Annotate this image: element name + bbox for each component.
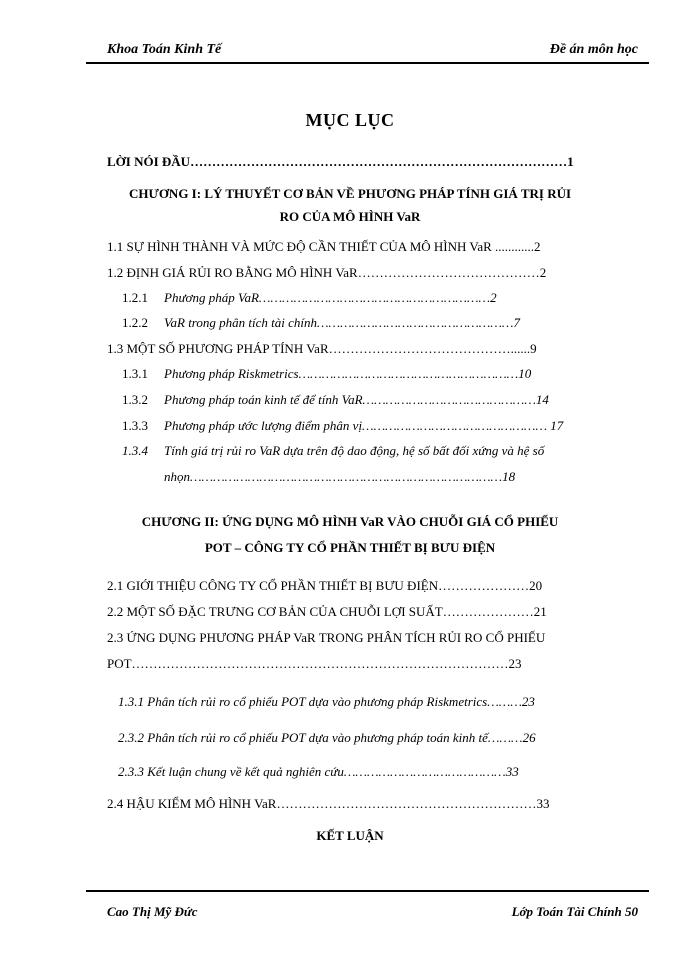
toc-intro: LỜI NÓI ĐẦU……………………………………………………………………………1 <box>107 154 574 169</box>
header-rule <box>86 62 649 64</box>
toc-section-1-1: 1.1 SỰ HÌNH THÀNH VÀ MỨC ĐỘ CẦN THIẾT CỦA MÔ HÌNH VaR ............2 <box>107 239 541 254</box>
toc-sub-1-3-4-line-1: Tính giá trị rủi ro VaR dựa trên độ dao động, hệ số bất đối xứng và hệ số <box>164 443 545 458</box>
toc-sub-2-3-2: 2.3.2 Phân tích rủi ro cổ phiếu POT dựa vào phương pháp toán kinh tế………26 <box>118 730 536 745</box>
toc-chapter-2-line-1: CHƯƠNG II: ỨNG DỤNG MÔ HÌNH VaR VÀO CHUỖI GIÁ CỔ PHIẾU <box>141 514 559 529</box>
header-faculty: Khoa Toán Kinh Tế <box>107 42 222 57</box>
toc-section-2-2: 2.2 MỘT SỐ ĐẶC TRƯNG CƠ BẢN CỦA CHUỖI LỢI SUẤT…………………21 <box>107 604 547 619</box>
toc-sub-1-3-2-number: 1.3.2 <box>122 392 148 407</box>
toc-section-2-3-line-1: 2.3 ỨNG DỤNG PHƯƠNG PHÁP VaR TRONG PHÂN TÍCH RỦI RO CỔ PHIẾU <box>107 630 546 645</box>
page-footer <box>107 904 638 924</box>
toc-section-2-4: 2.4 HẬU KIỂM MÔ HÌNH VaR……………………………………………………33 <box>107 796 550 811</box>
page-title: MỤC LỤC <box>305 110 395 130</box>
toc-sub-1-3-4-line-2: nhọn………………………………………………………………………18 <box>164 469 516 484</box>
toc-section-1-3: 1.3 MỘT SỐ PHƯƠNG PHÁP TÍNH VaR……………………………………......9 <box>107 341 537 356</box>
toc-sub-1-3-4-number: 1.3.4 <box>122 443 148 458</box>
toc-sub-1-3-1-text: Phương pháp Riskmetrics…………………………………………………10 <box>164 366 532 381</box>
toc-sub-1-3-1-number: 1.3.1 <box>122 366 148 381</box>
toc-sub-1-3-3-number: 1.3.3 <box>122 418 148 433</box>
toc-sub-1-2-1-number: 1.2.1 <box>122 290 148 305</box>
toc-section-2-1: 2.1 GIỚI THIỆU CÔNG TY CỔ PHẦN THIẾT BỊ BƯU ĐIỆN…………………20 <box>107 578 543 593</box>
toc-sub-1-3-2-text: Phương pháp toán kinh tế để tính VaR………………………………………14 <box>164 392 549 407</box>
toc-section-2-3-line-2: POT……………………………………………………………………………23 <box>107 656 522 671</box>
page-header <box>107 42 638 62</box>
toc-sub-1-2-2-number: 1.2.2 <box>122 315 148 330</box>
toc-sub-2-3-1: 1.3.1 Phân tích rủi ro cổ phiếu POT dựa vào phương pháp Riskmetrics………23 <box>118 694 535 709</box>
toc-sub-2-3-3: 2.3.3 Kết luận chung về kết quả nghiên cứu……………………………………33 <box>118 764 519 779</box>
toc-sub-1-2-1-text: Phương pháp VaR……………………………………………………2 <box>164 290 497 305</box>
footer-class: Lớp Toán Tài Chính 50 <box>511 904 638 919</box>
toc-chapter-1-line-1: CHƯƠNG I: LÝ THUYẾT CƠ BẢN VỀ PHƯƠNG PHÁP TÍNH GIÁ TRỊ RỦI <box>128 186 572 201</box>
toc-sub-1-3-3-text: Phương pháp ước lượng điểm phân vị………………………………………… 17 <box>164 418 564 433</box>
footer-author: Cao Thị Mỹ Đức <box>107 904 198 919</box>
toc-chapter-2-line-2: POT – CÔNG TY CỔ PHẦN THIẾT BỊ BƯU ĐIỆN <box>204 540 496 555</box>
toc-chapter-1-line-2: RO CỦA MÔ HÌNH VaR <box>279 209 421 224</box>
toc-section-1-2: 1.2 ĐỊNH GIÁ RỦI RO BẰNG MÔ HÌNH VaR……………………………………2 <box>107 265 547 280</box>
header-doc-type: Đề án môn học <box>549 42 638 57</box>
toc-sub-1-2-2-text: VaR trong phân tích tài chính……………………………………………7 <box>164 315 520 330</box>
footer-rule <box>86 890 649 892</box>
toc-conclusion: KẾT LUẬN <box>316 828 384 843</box>
